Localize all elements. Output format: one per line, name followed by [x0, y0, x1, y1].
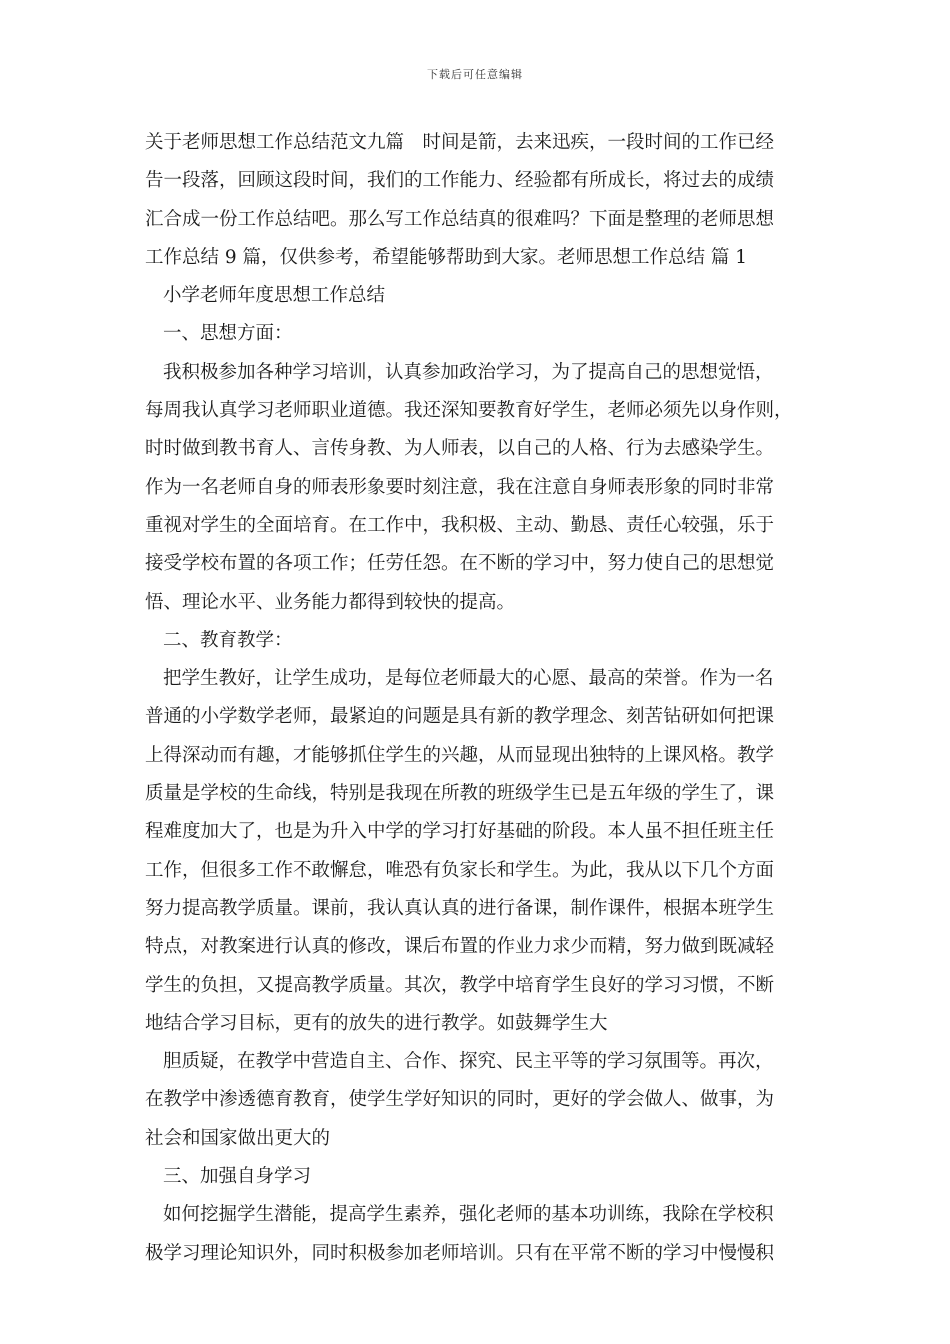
page-header-note: 下载后可任意编辑: [427, 68, 523, 81]
document-body: [145, 124, 815, 1273]
paragraph-line: 把学生教好，让学生成功，是每位老师最大的心愿、最高的荣誉。作为一名: [163, 668, 774, 690]
heading-thought: 一、思想方面：: [163, 323, 293, 345]
paragraph-line: 每周我认真学习老师职业道德。我还深知要教育好学生，老师必须先以身作则，: [145, 400, 793, 422]
paragraph-line: 胆质疑，在教学中营造自主、合作、探究、民主平等的学习氛围等。再次，: [163, 1051, 774, 1073]
heading-self-study: 三、加强自身学习: [163, 1166, 312, 1188]
paragraph-line: 普通的小学数学老师，最紧迫的问题是具有新的教学理念、刻苦钻研如何把课: [145, 706, 775, 728]
paragraph-line: 时时做到教书育人、言传身教、为人师表，以自己的人格、行为去感染学生。: [145, 438, 775, 460]
paragraph-line-intro-2: 告一段落，回顾这段时间，我们的工作能力、经验都有所成长，将过去的成绩: [145, 170, 775, 192]
paragraph-line: 接受学校布置的各项工作；任劳任怨。在不断的学习中，努力使自己的思想觉: [145, 553, 775, 575]
paragraph-line: 在教学中渗透德育教育，使学生学好知识的同时，更好的学会做人、做事，为: [145, 1089, 775, 1111]
paragraph-line: 地结合学习目标，更有的放失的进行教学。如鼓舞学生大: [145, 1012, 608, 1034]
paragraph-line-intro-4: 工作总结 9 篇，仅供参考，希望能够帮助到大家。老师思想工作总结 篇 1: [145, 246, 748, 268]
paragraph-line: 上得深动而有趣，才能够抓住学生的兴趣，从而显现出独特的上课风格。教学: [145, 744, 775, 766]
paragraph-line: 程难度加大了，也是为升入中学的学习打好基础的阶段。本人虽不担任班主任: [145, 821, 775, 843]
paragraph-line-intro-1: 关于老师思想工作总结范文九篇 时间是箭，去来迅疾，一段时间的工作已经: [145, 132, 775, 153]
paragraph-line: 质量是学校的生命线，特别是我现在所教的班级学生已是五年级的学生了，课: [145, 783, 775, 805]
heading-teaching: 二、教育教学：: [163, 629, 293, 651]
paragraph-line: 作为一名老师自身的师表形象要时刻注意，我在注意自身师表形象的同时非常: [145, 476, 775, 498]
paragraph-line: 如何挖掘学生潜能，提高学生素养，强化老师的基本功训练，我除在学校积: [163, 1204, 774, 1226]
paragraph-line: 工作，但很多工作不敢懈怠，唯恐有负家长和学生。为此，我从以下几个方面: [145, 859, 775, 881]
paragraph-line: 我积极参加各种学习培训，认真参加政治学习，为了提高自己的思想觉悟，: [163, 361, 774, 383]
paragraph-line: 悟、理论水平、业务能力都得到较快的提高。: [145, 591, 516, 613]
paragraph-line: 重视对学生的全面培育。在工作中，我积极、主动、勤恳、责任心较强，乐于: [145, 514, 775, 536]
paragraph-line: 极学习理论知识外，同时积极参加老师培训。只有在平常不断的学习中慢慢积: [145, 1242, 775, 1264]
paragraph-line: 努力提高教学质量。课前，我认真认真的进行备课，制作课件，根据本班学生: [145, 897, 775, 919]
paragraph-line: 特点，对教案进行认真的修改，课后布置的作业力求少而精，努力做到既减轻: [145, 936, 775, 958]
paragraph-line: 学生的负担，又提高教学质量。其次，教学中培育学生良好的学习习惯，不断: [145, 974, 775, 996]
section-title: 小学老师年度思想工作总结: [163, 285, 386, 307]
paragraph-line: 社会和国家做出更大的: [145, 1127, 331, 1149]
paragraph-line-intro-3: 汇合成一份工作总结吧。那么写工作总结真的很难吗？下面是整理的老师思想: [145, 208, 775, 230]
